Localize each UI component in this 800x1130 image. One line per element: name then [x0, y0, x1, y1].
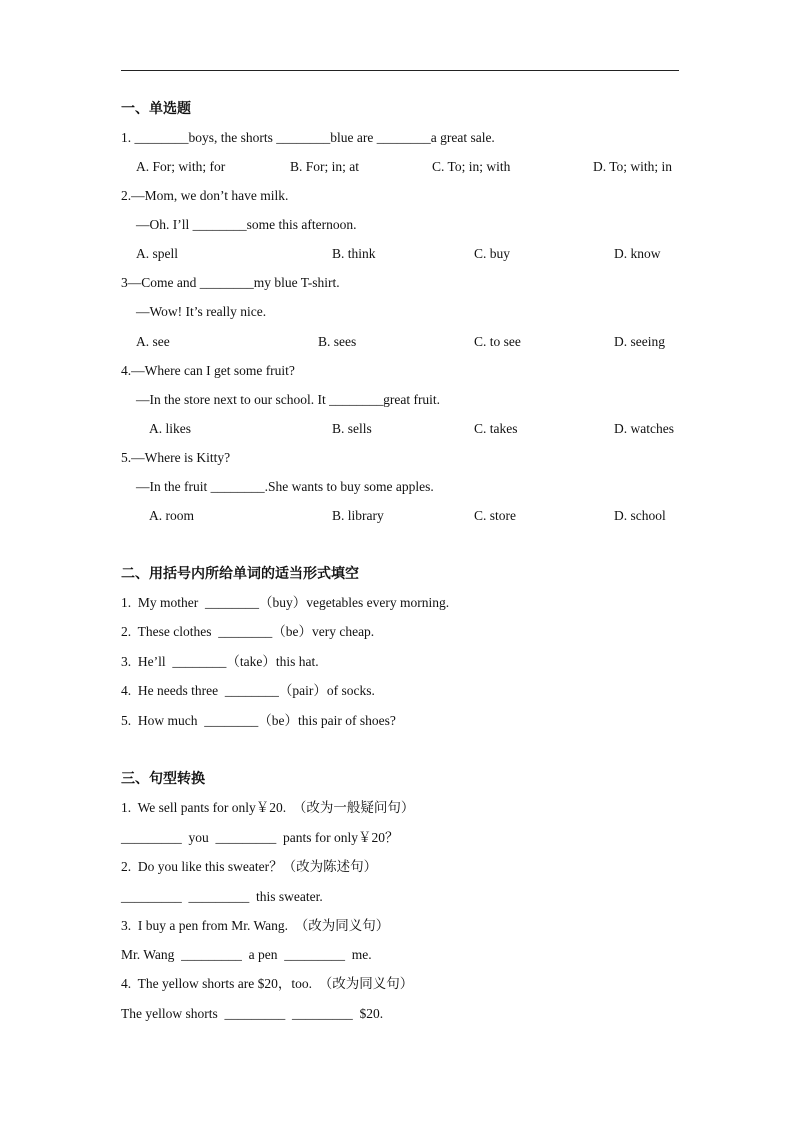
q5-option-d: D. school	[614, 508, 666, 523]
q3-option-b: B. sees	[318, 334, 357, 349]
q2-option-b: B. think	[332, 246, 376, 261]
fill-item-4: 4. He needs three ________（pair）of socks.	[121, 683, 375, 698]
section-heading-1: 一、单选题	[121, 101, 191, 117]
transform-answer-3: Mr. Wang _________ a pen _________ me.	[121, 947, 372, 962]
q2-option-a: A. spell	[136, 246, 178, 261]
question-1: 1. ________boys, the shorts ________blue are ________a great sale.	[121, 130, 495, 145]
transform-question-2: 2. Do you like this sweater？（改为陈述句）	[121, 859, 378, 874]
question-4-line-1: 4.—Where can I get some fruit?	[121, 363, 295, 378]
question-2-line-1: 2.—Mom, we don’t have milk.	[121, 188, 289, 203]
transform-question-4: 4. The yellow shorts are $20，too. （改为同义句）	[121, 976, 414, 991]
q2-option-d: D. know	[614, 246, 661, 261]
fill-item-3: 3. He’ll ________（take）this hat.	[121, 654, 319, 669]
q5-option-a: A. room	[149, 508, 194, 523]
q4-option-a: A. likes	[149, 421, 191, 436]
question-3-line-1: 3—Come and ________my blue T-shirt.	[121, 275, 340, 290]
section-heading-3: 三、句型转换	[121, 771, 205, 787]
question-4-line-2: —In the store next to our school. It ________great fruit.	[136, 392, 441, 407]
q1-option-b: B. For; in; at	[290, 159, 360, 174]
section-heading-2: 二、用括号内所给单词的适当形式填空	[121, 566, 359, 582]
transform-answer-2: _________ _________ this sweater.	[121, 889, 323, 904]
q5-option-b: B. library	[332, 508, 384, 523]
question-5-line-1: 5.—Where is Kitty?	[121, 450, 231, 465]
q1-option-d: D. To; with; in	[593, 159, 673, 174]
q3-option-d: D. seeing	[614, 334, 665, 349]
q4-option-b: B. sells	[332, 421, 372, 436]
q1-option-a: A. For; with; for	[136, 159, 226, 174]
transform-answer-4: The yellow shorts _________ _________ $20.	[121, 1006, 384, 1021]
question-2-line-2: —Oh. I’ll ________some this afternoon.	[136, 217, 357, 232]
q2-option-c: C. buy	[474, 246, 511, 261]
q3-option-c: C. to see	[474, 334, 521, 349]
question-3-line-2: —Wow! It’s really nice.	[136, 304, 267, 319]
header-rule	[121, 70, 679, 71]
transform-answer-1: _________ you _________ pants for only￥20？	[121, 830, 399, 845]
q4-option-d: D. watches	[614, 421, 674, 436]
transform-question-1: 1. We sell pants for only￥20. （改为一般疑问句）	[121, 800, 415, 815]
q3-option-a: A. see	[136, 334, 170, 349]
fill-item-1: 1. My mother ________（buy）vegetables every morning.	[121, 595, 450, 610]
question-5-line-2: —In the fruit ________.She wants to buy some apples.	[136, 479, 434, 494]
fill-item-2: 2. These clothes ________（be）very cheap.	[121, 624, 375, 639]
fill-item-5: 5. How much ________（be）this pair of shoes?	[121, 713, 396, 728]
q4-option-c: C. takes	[474, 421, 518, 436]
transform-question-3: 3. I buy a pen from Mr. Wang. （改为同义句）	[121, 918, 390, 933]
q1-option-c: C. To; in; with	[432, 159, 511, 174]
q5-option-c: C. store	[474, 508, 516, 523]
